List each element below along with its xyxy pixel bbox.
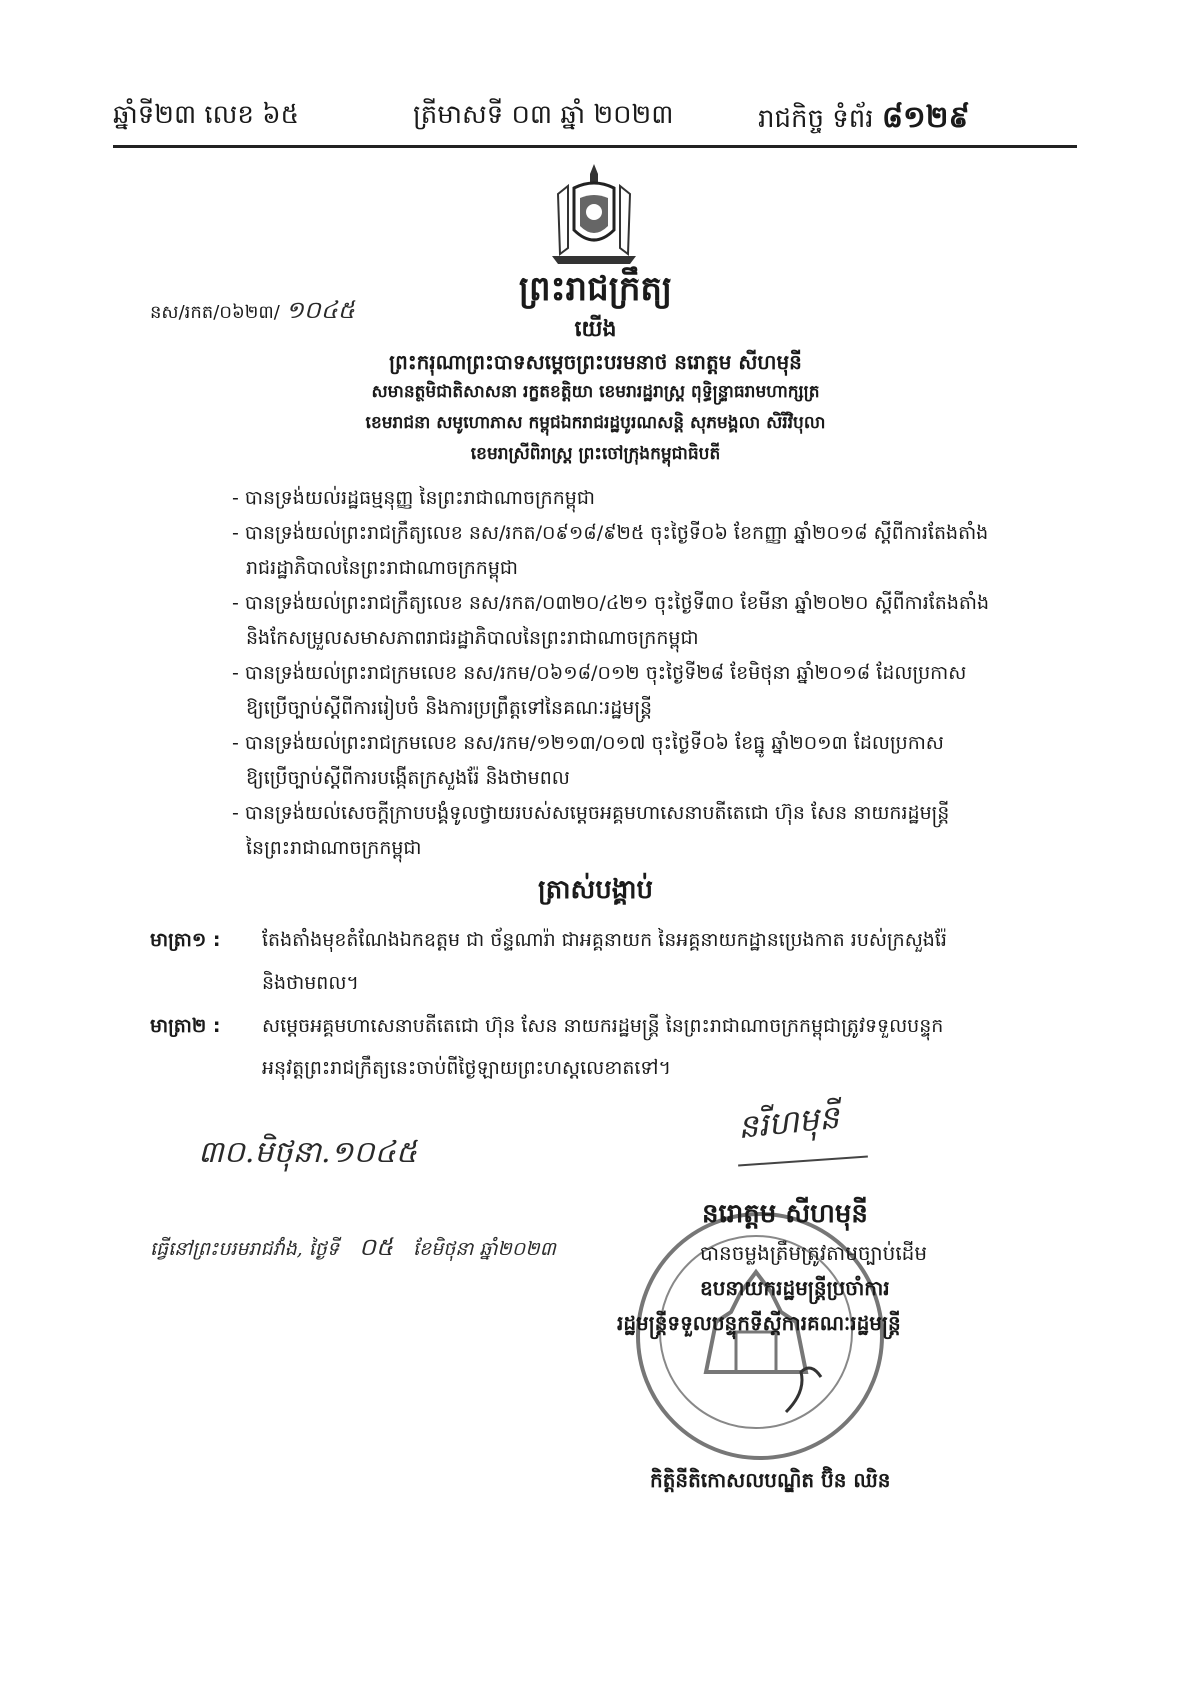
king-line-3: ខេមរាជនា សមូហោភាស កម្ពុជឯករាជរដ្ឋបូរណសន្តិ សុភមង្គលា សិរីវិបុលា bbox=[365, 413, 826, 433]
gazette-page-number: ៨១២៩ bbox=[881, 100, 970, 135]
consideration-3-line-1: - បានទ្រង់យល់ព្រះរាជក្រឹត្យលេខ នស/រកត/០៣២០/៤២១ ចុះថ្ងៃទី៣០ ខែមីនា ឆ្នាំ២០២០ ស្តីពីការតែងតាំង bbox=[232, 592, 990, 614]
consideration-4-line-1: - បានទ្រង់យល់ព្រះរាជក្រមលេខ នស/រកម/០៦១៨/០១២ ចុះថ្ងៃទី២៨ ខែមិថុនា ឆ្នាំ២០១៨ ដែលប្រកាស bbox=[232, 662, 967, 684]
we-heading: យើង bbox=[574, 317, 617, 342]
certified-copy: បានចម្លងត្រឹមត្រូវតាមច្បាប់ដើម bbox=[700, 1241, 928, 1265]
official-title-2: រដ្ឋមន្ត្រីទទួលបន្ទុកទីស្តីការគណៈរដ្ឋមន្ត្រី bbox=[617, 1311, 901, 1335]
document-number-printed: នស/រកត/០៦២៣/ bbox=[150, 302, 280, 323]
article-1-line-2: និងថាមពល។ bbox=[262, 972, 359, 994]
gazette-page bbox=[758, 98, 970, 142]
document-number-handwritten: ១០៤៥ bbox=[285, 296, 355, 324]
consideration-1-line-1: - បានទ្រង់យល់រដ្ឋធម្មនុញ្ញ នៃព្រះរាជាណាចក្រកម្ពុជា bbox=[232, 487, 595, 509]
consideration-5-line-1: - បានទ្រង់យល់ព្រះរាជក្រមលេខ នស/រកម/១២១៣/០១៧ ចុះថ្ងៃទី០៦ ខែធ្នូ ឆ្នាំ២០១៣ ដែលប្រកាស bbox=[232, 732, 944, 754]
article-2-label: មាត្រា២ : bbox=[150, 1015, 221, 1037]
consideration-2-line-1: - បានទ្រង់យល់ព្រះរាជក្រឹត្យលេខ នស/រកត/០៩១៨/៩២៥ ចុះថ្ងៃទី០៦ ខែកញ្ញា ឆ្នាំ២០១៨ ស្តីពីការតែងតាំង bbox=[232, 522, 989, 544]
place-date-suffix: ខែមិថុនា ឆ្នាំ២០២៣ bbox=[412, 1238, 556, 1260]
king-line-4: ខេមរាស្រីពិរាស្ត្រ ព្រះចៅក្រុងកម្ពុជាធិបតី bbox=[470, 444, 721, 464]
article-2-line-1: សម្តេចអគ្គមហាសេនាបតីតេជោ ហ៊ុន សែន នាយករដ្ឋមន្ត្រី នៃព្រះរាជាណាចក្រកម្ពុជាត្រូវទទួលបន្ទុក bbox=[262, 1015, 944, 1037]
official-title-1: ឧបនាយករដ្ឋមន្ត្រីប្រចាំការ bbox=[700, 1276, 890, 1300]
article-1-label: មាត្រា១ : bbox=[150, 929, 221, 951]
article-2-line-2: អនុវត្តព្រះរាជក្រឹត្យនេះចាប់ពីថ្ងៃឡាយព្រះហស្តលេខាតទៅ។ bbox=[262, 1057, 672, 1079]
royal-coat-of-arms-emblem bbox=[538, 158, 650, 270]
consideration-6-line-2: នៃព្រះរាជាណាចក្រកម្ពុជា bbox=[246, 837, 422, 859]
consideration-4-line-2: ឱ្យប្រើច្បាប់ស្តីពីការរៀបចំ និងការប្រព្រឹត្តទៅនៃគណៈរដ្ឋមន្ត្រី bbox=[246, 697, 653, 719]
king-name: នរោត្តម សីហមុនី bbox=[702, 1199, 868, 1229]
header-rule bbox=[113, 145, 1077, 148]
consideration-3-line-2: និងកែសម្រួលសមាសភាពរាជរដ្ឋាភិបាលនៃព្រះរាជាណាចក្រកម្ពុជា bbox=[246, 627, 699, 649]
decree-heading: ត្រាស់បង្គាប់ bbox=[537, 875, 654, 905]
gazette-year-issue: ឆ្នាំទី២៣ លេខ ៦៥ bbox=[113, 100, 300, 130]
official-name: កិត្តិនីតិកោសលបណ្ឌិត ប៊ិន ឈិន bbox=[650, 1468, 891, 1492]
royal-signature: នរីហមុនី bbox=[735, 1097, 841, 1147]
decree-title: ព្រះរាជក្រឹត្យ bbox=[518, 269, 673, 309]
king-line-1: ព្រះករុណាព្រះបាទសម្តេចព្រះបរមនាថ នរោត្តម សីហមុនី bbox=[389, 350, 802, 374]
gazette-page-prefix: រាជកិច្ច ទំព័រ bbox=[758, 104, 874, 134]
consideration-5-line-2: ឱ្យប្រើច្បាប់ស្តីពីការបង្កើតក្រសួងរ៉ែ និងថាមពល bbox=[246, 767, 570, 789]
consideration-2-line-2: រាជរដ្ឋាភិបាលនៃព្រះរាជាណាចក្រកម្ពុជា bbox=[246, 557, 519, 579]
king-line-2: សមានត្ថមិជាតិសាសនា រក្ខតខត្តិយា ខេមរារដ្ឋរាស្ត្រ ពុទ្ធិន្ទ្រាធរាមហាក្សត្រ bbox=[371, 382, 820, 402]
place-date bbox=[150, 1232, 556, 1267]
place-date-prefix: ធ្វើនៅព្រះបរមរាជវាំង, ថ្ងៃទី bbox=[150, 1238, 339, 1260]
consideration-6-line-1: - បានទ្រង់យល់សេចក្តីក្រាបបង្គំទូលថ្វាយរបស់សម្តេចអគ្គមហាសេនាបតីតេជោ ហ៊ុន សែន នាយករដ្ឋមន្ត្រី bbox=[232, 802, 950, 824]
royal-signature-underline bbox=[738, 1155, 868, 1166]
article-1-line-1: តែងតាំងមុខតំណែងឯកឧត្តម ជា ច័ន្ទណារ៉ា ជាអគ្គនាយក នៃអគ្គនាយកដ្ឋានប្រេងកាត របស់ក្រសួងរ៉ែ bbox=[262, 929, 947, 951]
place-date-day: ០៥ bbox=[358, 1233, 393, 1261]
gazette-quarter: ត្រីមាសទី ០៣ ឆ្នាំ ២០២៣ bbox=[413, 100, 674, 130]
handwritten-date: ៣០.មិថុនា.១០៤៥ bbox=[198, 1135, 418, 1170]
